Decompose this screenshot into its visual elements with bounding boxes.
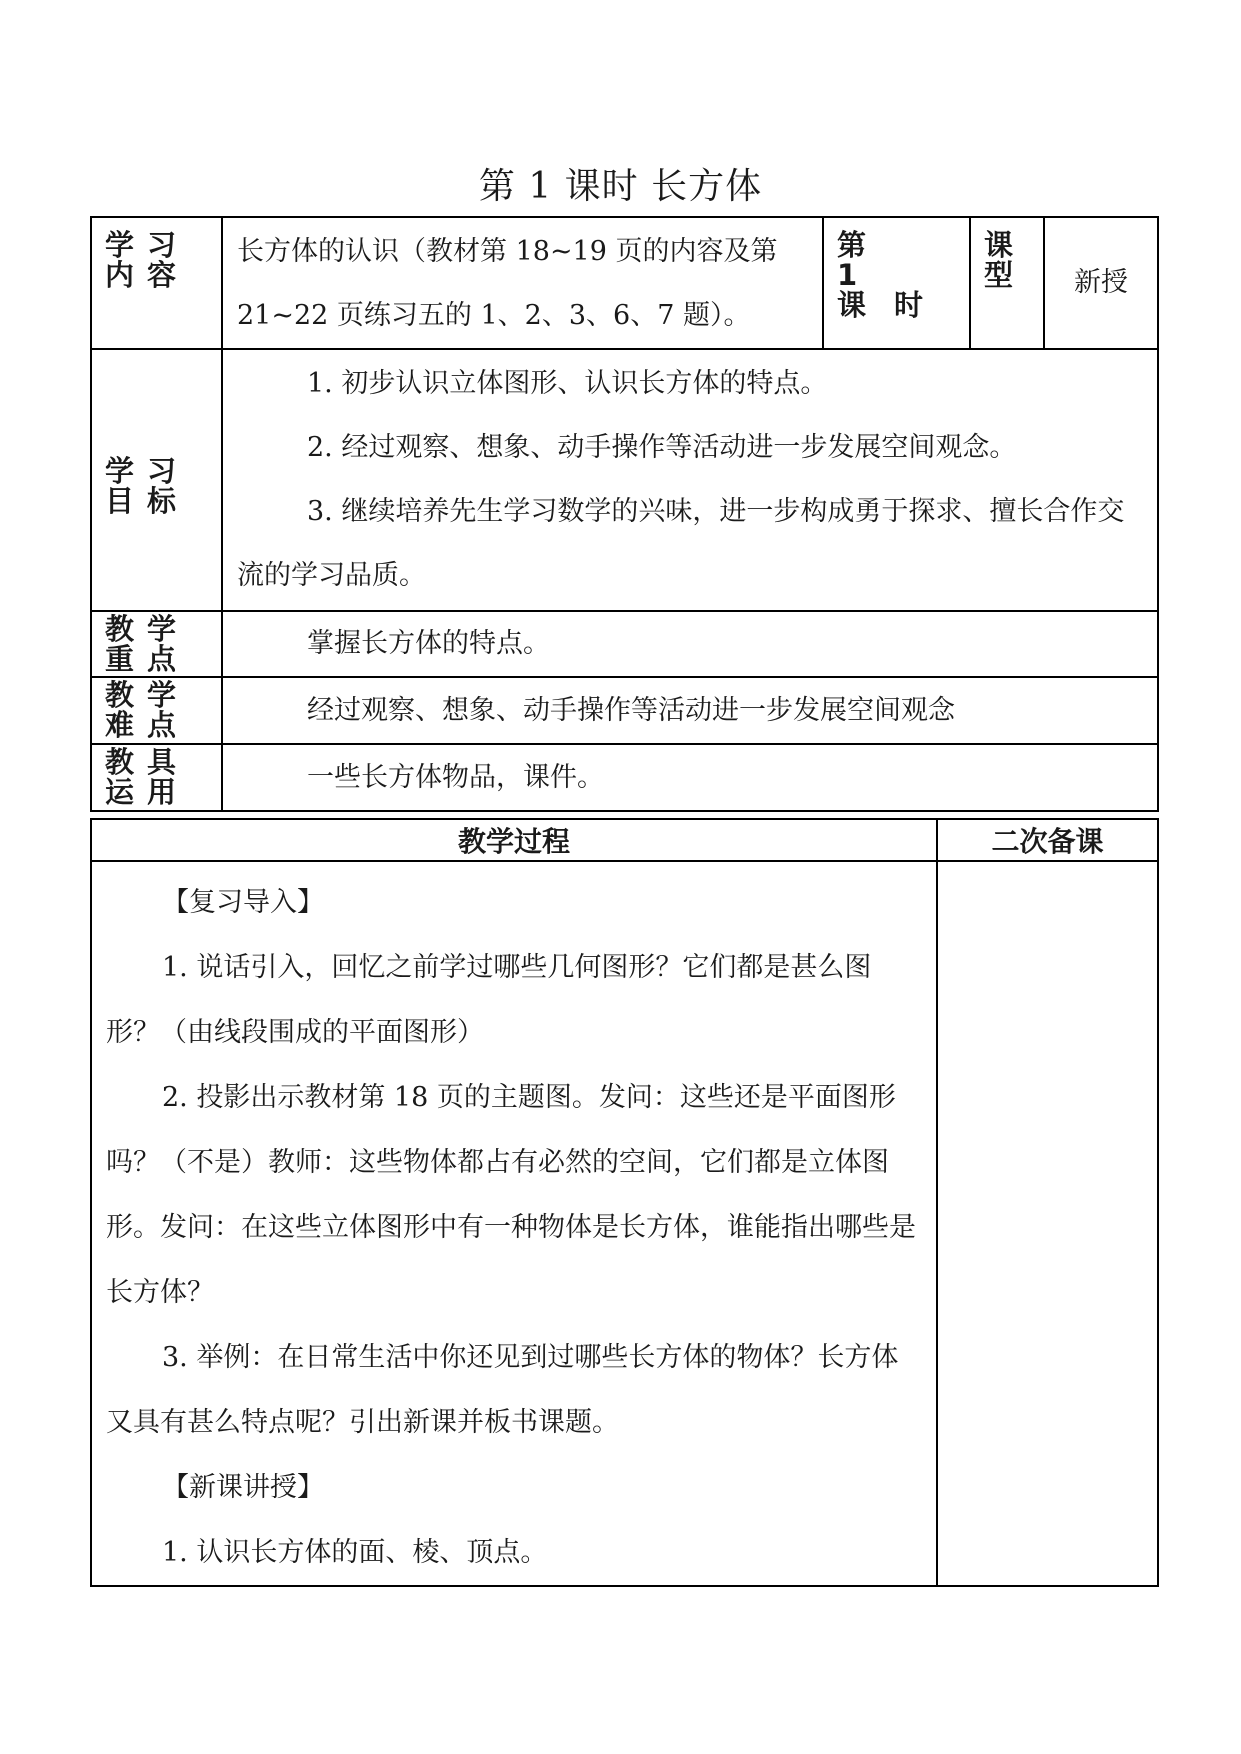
objective-item: 3. 继续培养先生学习数学的兴味，进一步构成勇于探求、擅长合作交流的学习品质。: [237, 496, 1125, 591]
objective-item: 2. 经过观察、想象、动手操作等活动进一步发展空间观念。: [307, 432, 1017, 463]
tools-row: [91, 744, 1158, 811]
tools-label: 教具运用: [91, 744, 222, 811]
process-header-row: [91, 819, 1158, 861]
process-paragraph: 3. 举例：在日常生活中你还见到过哪些长方体的物体？长方体又具有甚么特点呢？引出新课并板书课题。: [106, 1342, 899, 1438]
process-paragraph: 2. 投影出示教材第 18 页的主题图。发问：这些还是平面图形吗？（不是）教师：这些物体都占有必然的空间，它们都是立体图形。发问：在这些立体图形中有一种物体是长方体，谁能指出哪些是长方体？: [106, 1082, 916, 1308]
objectives-cell: [222, 349, 1158, 611]
objectives-label: 学习目标: [91, 349, 222, 611]
process-paragraph: 【复习导入】: [162, 887, 324, 918]
side-notes-cell[interactable]: [937, 861, 1158, 1586]
side-notes-header: 二次备课: [937, 819, 1158, 861]
process-paragraph: 【新课讲授】: [162, 1472, 324, 1503]
type-label: 课型: [970, 217, 1044, 349]
difficulty-row: [91, 677, 1158, 744]
difficulty-label: 教学难点: [91, 677, 222, 744]
process-body-row: [91, 861, 1158, 1586]
objectives-row: [91, 349, 1158, 611]
type-value: 新授: [1044, 217, 1158, 349]
process-paragraph: 1. 说话引入，回忆之前学过哪些几何图形？它们都是甚么图形？（由线段围成的平面图形）: [106, 952, 872, 1048]
page-title: 第 1 课时 长方体: [478, 166, 763, 207]
period-label: 第 1 课时: [823, 217, 970, 349]
lesson-info-table: [90, 216, 1159, 812]
content-label: 学习内容: [91, 217, 222, 349]
key-point-text: 掌握长方体的特点。: [222, 611, 1158, 677]
difficulty-text: 经过观察、想象、动手操作等活动进一步发展空间观念: [222, 677, 1158, 744]
objective-item: 1. 初步认识立体图形、认识长方体的特点。: [307, 368, 828, 399]
key-point-row: [91, 611, 1158, 677]
process-table: [90, 818, 1159, 1587]
content-text: 长方体的认识（教材第 18~19 页的内容及第 21~22 页练习五的 1、2、3、6、7 题）。: [222, 217, 823, 349]
process-content: [91, 861, 937, 1586]
process-header: 教学过程: [91, 819, 937, 861]
content-row: [91, 217, 1158, 349]
key-point-label: 教学重点: [91, 611, 222, 677]
tools-text: 一些长方体物品，课件。: [222, 744, 1158, 811]
process-paragraph: 1. 认识长方体的面、棱、顶点。: [162, 1537, 548, 1568]
